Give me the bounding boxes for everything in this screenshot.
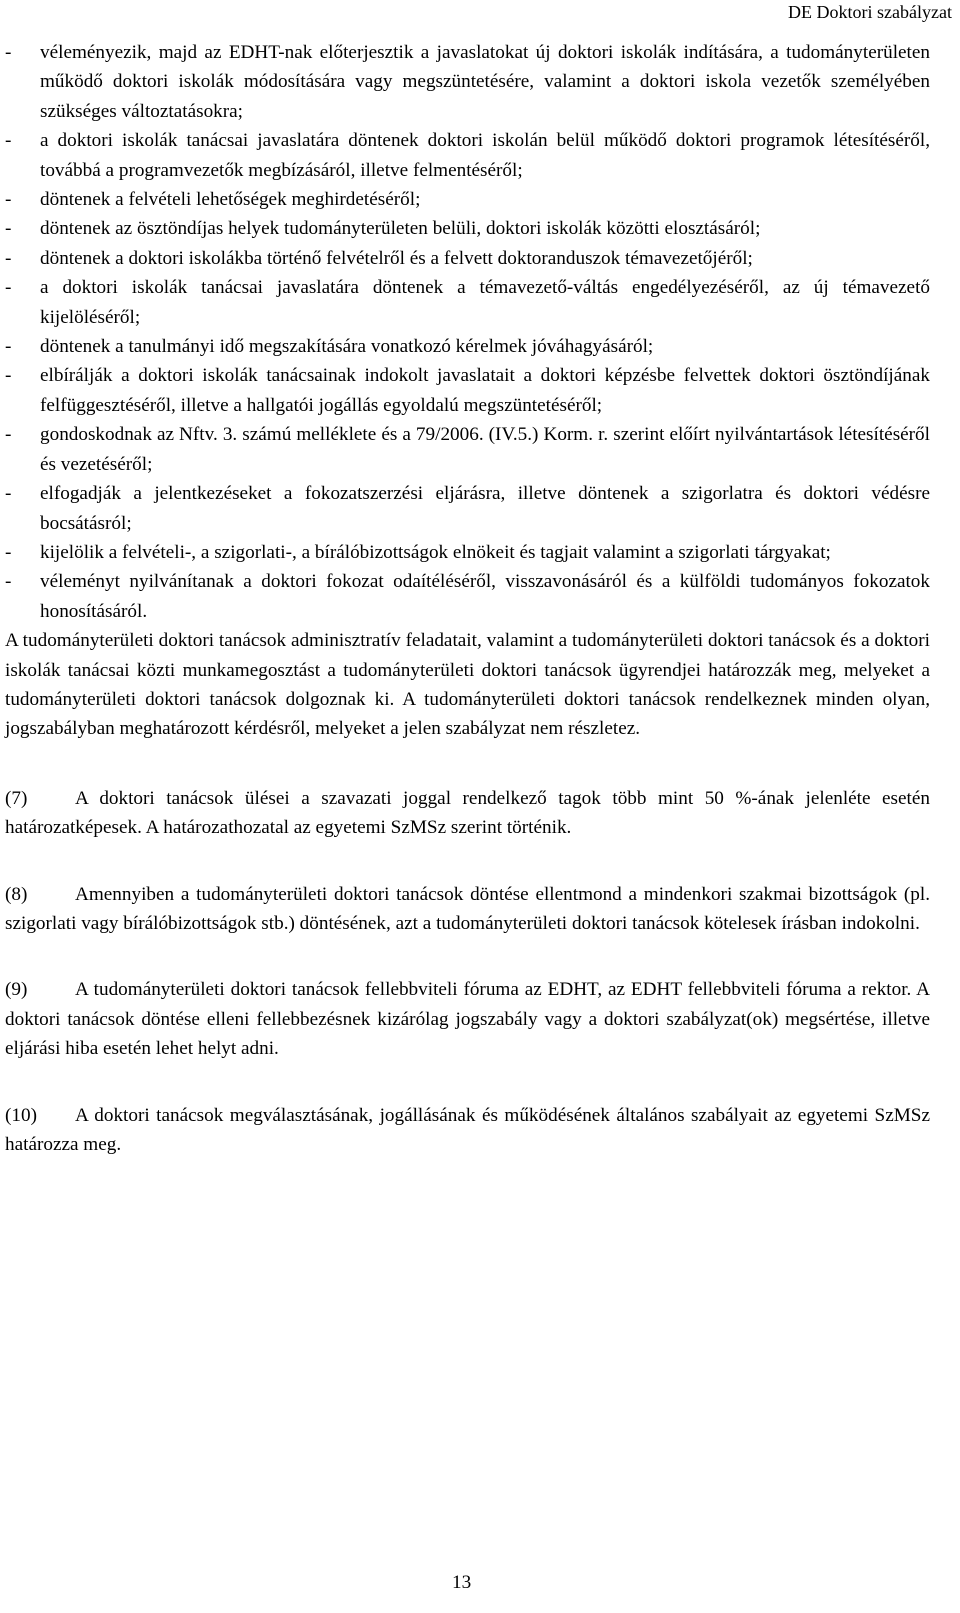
list-item-text: a doktori iskolák tanácsai javaslatára döntenek a témavezető-váltás engedélyezéséről, az új témavezető kijelöléséről; (40, 277, 930, 328)
dash-marker: - (5, 336, 12, 358)
list-item-text: a doktori iskolák tanácsai javaslatára döntenek doktori iskolán belül működő doktori programok létesítéséről, továbbá a programvezetők megbízásáról, illetve felmentéséről; (40, 130, 930, 181)
section-text: A doktori tanácsok ülései a szavazati joggal rendelkező tagok több mint 50 %-ának jelenléte esetén határozatképesek. A határozathozatal az egyetemi SzMSz szerint történik. (5, 787, 930, 839)
list-item (5, 214, 930, 243)
section-text: A tudományterületi doktori tanácsok fellebbviteli fóruma az EDHT, az EDHT fellebbviteli fóruma a rektor. A doktori tanácsok döntése elleni fellebbezésnek kizárólag jogszabály vagy a doktori szabályzat(ok) megsértése, illetve eljárási hiba esetén lehet helyt adni. (5, 979, 930, 1060)
spacer (5, 938, 930, 975)
section-number: (9) (5, 979, 28, 1001)
dash-marker: - (5, 365, 12, 387)
list-item (5, 185, 930, 214)
dash-marker: - (5, 218, 12, 240)
list-item-text: gondoskodnak az Nftv. 3. számú melléklete és a 79/2006. (IV.5.) Korm. r. szerint előírt nyilvántartások létesítéséről és vezetéséről; (40, 424, 930, 475)
list-item-text: döntenek a tanulmányi idő megszakítására vonatkozó kérelmek jóváhagyásáról; (40, 336, 654, 358)
list-item-text: kijelölik a felvételi-, a szigorlati-, a bírálóbizottságok elnökeit és tagjait valamint a szigorlati tárgyakat; (40, 541, 831, 563)
list-item (5, 126, 930, 185)
list-item (5, 567, 930, 626)
dash-marker: - (5, 483, 12, 505)
list-item (5, 332, 930, 361)
dash-marker: - (5, 247, 12, 269)
dash-marker: - (5, 571, 12, 593)
section-number: (7) (5, 787, 28, 809)
page-number: 13 (452, 1572, 472, 1593)
list-item (5, 273, 930, 332)
section-10 (5, 1101, 930, 1160)
spacer (5, 744, 930, 784)
closing-paragraph: A tudományterületi doktori tanácsok adminisztratív feladatait, valamint a tudományterületi doktori tanácsok és a doktori iskolák tanácsai közti munkamegosztást a tudományterületi doktori tanácsok ügyrendjei határozzák meg, melyeket a tudományterületi doktori tanácsok dolgoznak ki. A tudományterületi doktori tanácsok rendelkeznek minden olyan, jogszabályban meghatározott kérdésről, melyeket a jelen szabályzat nem részletez. (5, 630, 930, 740)
running-header: DE Doktori szabályzat (788, 2, 952, 22)
duties-list (5, 38, 930, 626)
dash-marker: - (5, 189, 12, 211)
list-item (5, 361, 930, 420)
dash-marker: - (5, 424, 12, 446)
section-7 (5, 784, 930, 843)
spacer (5, 1064, 930, 1101)
section-8 (5, 880, 930, 939)
list-item-text: döntenek a felvételi lehetőségek meghirdetéséről; (40, 189, 421, 211)
section-number: (10) (5, 1104, 37, 1126)
list-item (5, 38, 930, 126)
list-item (5, 244, 930, 273)
list-item-text: elbírálják a doktori iskolák tanácsainak indokolt javaslatait a doktori képzésbe felvettek doktori ösztöndíjának felfüggesztéséről, illetve a hallgatói jogállás egyoldalú megszüntetéséről; (40, 365, 930, 416)
list-item-text: véleményt nyilvánítanak a doktori fokozat odaítéléséről, visszavonásáról és a külföldi tudományos fokozatok honosításáról. (40, 571, 930, 622)
list-item (5, 420, 930, 479)
section-number: (8) (5, 883, 28, 905)
section-text: A doktori tanácsok megválasztásának, jogállásának és működésének általános szabályait az egyetemi SzMSz határozza meg. (5, 1104, 930, 1155)
dash-marker: - (5, 130, 12, 152)
list-item-text: véleményezik, majd az EDHT-nak előterjesztik a javaslatokat új doktori iskolák indítására, a tudományterületen működő doktori iskolák módosítására vagy megszüntetésére, valamint a doktori iskola vezetők személyében szükséges változtatásokra; (40, 42, 930, 122)
spacer (5, 843, 930, 880)
section-9 (5, 975, 930, 1063)
list-item (5, 538, 930, 567)
list-item-text: döntenek a doktori iskolákba történő felvételről és a felvett doktoranduszok témavezetőjéről; (40, 247, 753, 269)
list-item (5, 479, 930, 538)
document-body (5, 38, 930, 1159)
list-item-text: elfogadják a jelentkezéseket a fokozatszerzési eljárásra, illetve döntenek a szigorlatra és doktori védésre bocsátásról; (40, 483, 930, 534)
dash-marker: - (5, 541, 12, 563)
dash-marker: - (5, 277, 12, 299)
section-text: Amennyiben a tudományterületi doktori tanácsok döntése ellentmond a mindenkori szakmai bizottságok (pl. szigorlati vagy bírálóbizottságok stb.) döntésének, azt a tudományterületi doktori tanácsok kötelesek írásban indokolni. (5, 883, 930, 934)
list-item-text: döntenek az ösztöndíjas helyek tudományterületen belüli, doktori iskolák közötti elosztásáról; (40, 218, 761, 240)
dash-marker: - (5, 42, 12, 63)
